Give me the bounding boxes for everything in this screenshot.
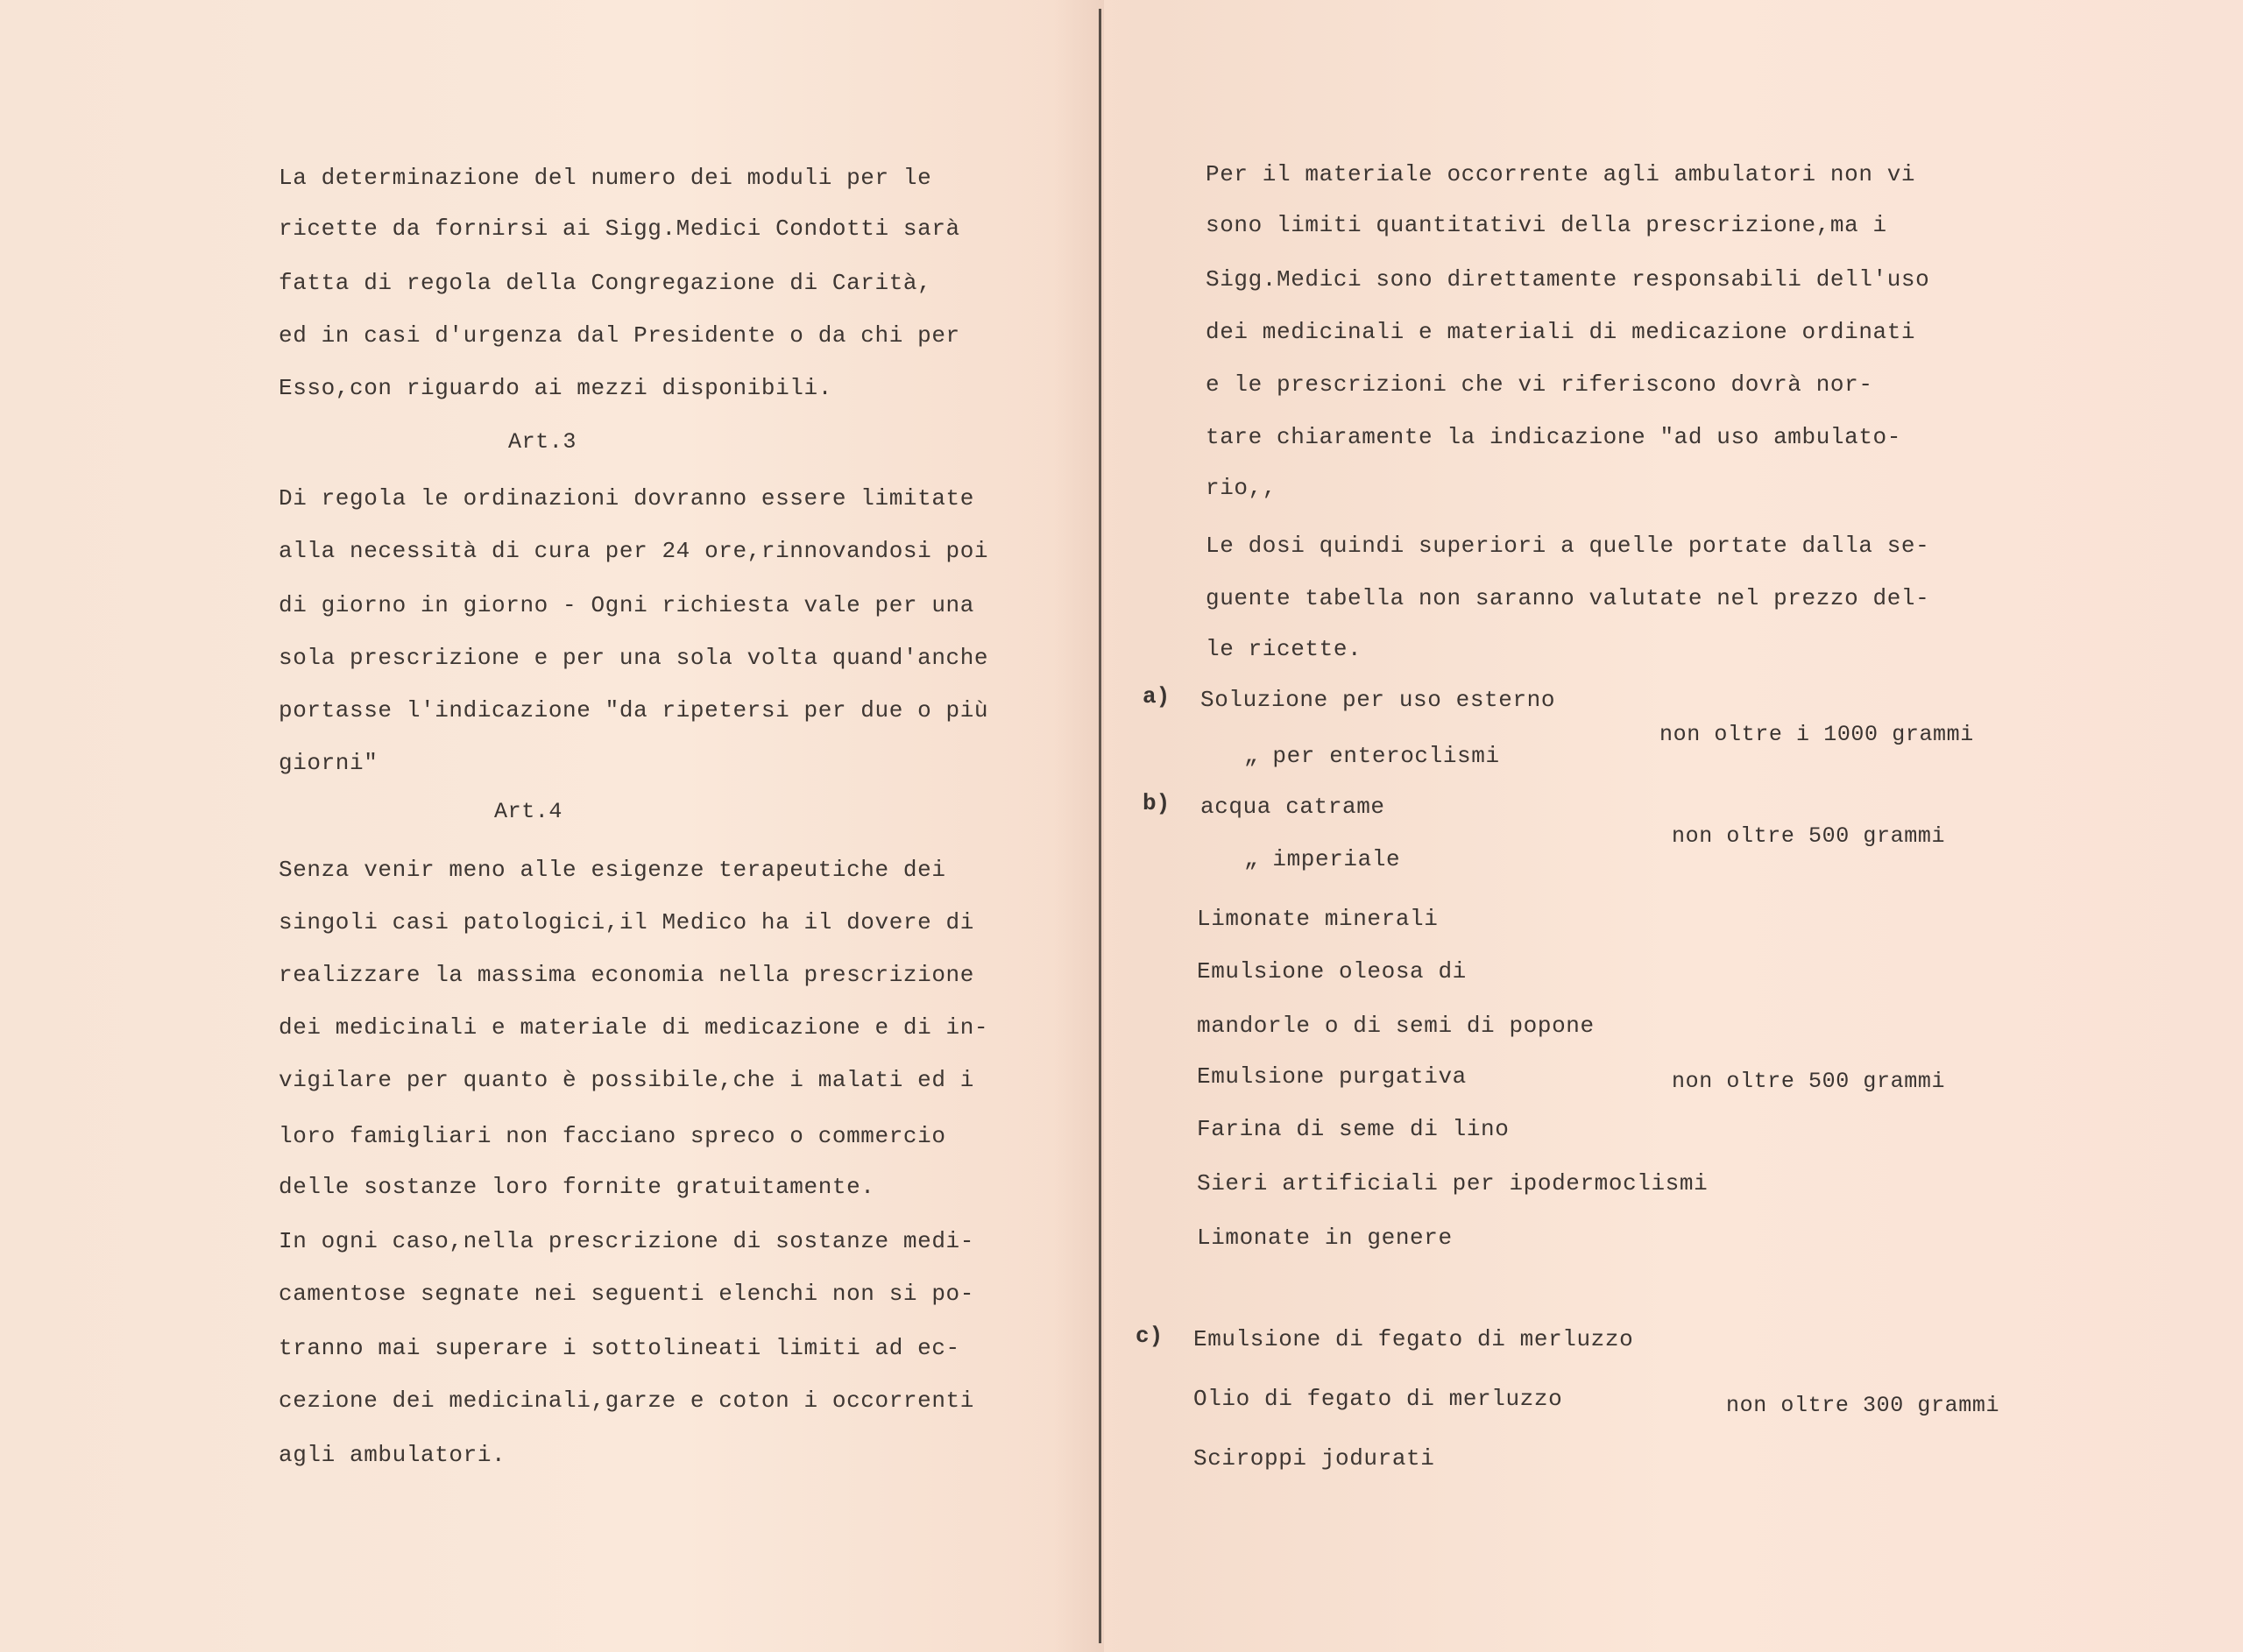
text-line: cezione dei medicinali,garze e coton i occorrenti <box>279 1387 974 1414</box>
text-line: sola prescrizione e per una sola volta quand'anche <box>279 645 989 671</box>
list-item: Sieri artificiali per ipodermoclismi <box>1197 1170 1709 1197</box>
list-item: Limonate in genere <box>1197 1225 1453 1251</box>
text-line: dei medicinali e materiale di medicazione e di in- <box>279 1014 989 1041</box>
text-line: ricette da fornirsi ai Sigg.Medici Condotti sarà <box>279 215 960 242</box>
text-line: Esso,con riguardo ai mezzi disponibili. <box>279 375 832 401</box>
text-line: agli ambulatori. <box>279 1442 506 1468</box>
text-line: Di regola le ordinazioni dovranno essere limitate <box>279 485 974 512</box>
text-line: fatta di regola della Congregazione di Carità, <box>279 270 932 296</box>
text-line: tranno mai superare i sottolineati limiti ad ec- <box>279 1335 960 1361</box>
list-item: Limonate minerali <box>1197 906 1439 932</box>
text-line: tare chiaramente la indicazione "ad uso ambulato- <box>1206 424 1901 450</box>
list-item: Emulsione purgativa <box>1197 1063 1467 1090</box>
text-line: Sigg.Medici sono direttamente responsabili dell'uso <box>1206 266 1930 293</box>
text-line: dei medicinali e materiali di medicazione ordinati <box>1206 319 1916 345</box>
list-item: Soluzione per uso esterno <box>1200 687 1556 713</box>
list-item: „ imperiale <box>1244 846 1401 872</box>
limit-b-2: non oltre 500 grammi <box>1672 1069 1946 1094</box>
limit-b-1: non oltre 500 grammi <box>1672 823 1946 849</box>
text-line: Per il materiale occorrente agli ambulatori non vi <box>1206 161 1916 187</box>
list-item: Emulsione di fegato di merluzzo <box>1193 1326 1634 1352</box>
text-line: delle sostanze loro fornite gratuitamente. <box>279 1174 875 1200</box>
article-4-heading: Art.4 <box>494 799 563 824</box>
list-item: „ per enteroclismi <box>1244 743 1500 769</box>
text-line: In ogni caso,nella prescrizione di sostanze medi- <box>279 1228 974 1254</box>
text-line: singoli casi patologici,il Medico ha il dovere di <box>279 909 974 935</box>
article-3-heading: Art.3 <box>508 429 577 455</box>
text-line: alla necessità di cura per 24 ore,rinnovandosi poi <box>279 538 989 564</box>
list-item: mandorle o di semi di popone <box>1197 1013 1595 1039</box>
text-line: portasse l'indicazione "da ripetersi per due o più <box>279 697 989 724</box>
list-item: Emulsione oleosa di <box>1197 958 1467 985</box>
list-b-marker: b) <box>1143 790 1171 816</box>
text-line: Senza venir meno alle esigenze terapeutiche dei <box>279 857 946 883</box>
list-item: Farina di seme di lino <box>1197 1116 1510 1142</box>
limit-c: non oltre 300 grammi <box>1726 1393 2000 1418</box>
text-line: e le prescrizioni che vi riferiscono dovrà nor- <box>1206 371 1873 398</box>
text-line: Le dosi quindi superiori a quelle portate dalla se- <box>1206 533 1930 559</box>
text-line: rio,, <box>1206 475 1277 501</box>
text-line: guente tabella non saranno valutate nel prezzo del- <box>1206 585 1930 611</box>
page-gutter <box>1099 9 1101 1643</box>
list-item: acqua catrame <box>1200 794 1385 820</box>
text-line: sono limiti quantitativi della prescrizione,ma i <box>1206 212 1887 238</box>
list-a-marker: a) <box>1143 683 1171 710</box>
text-line: di giorno in giorno - Ogni richiesta vale per una <box>279 592 974 618</box>
text-line: camentose segnate nei seguenti elenchi non si po- <box>279 1281 974 1307</box>
text-line: ed in casi d'urgenza dal Presidente o da chi per <box>279 322 960 349</box>
text-line: realizzare la massima economia nella prescrizione <box>279 962 974 988</box>
text-line: giorni" <box>279 750 379 776</box>
text-line: La determinazione del numero dei moduli per le <box>279 165 932 191</box>
text-line: loro famigliari non facciano spreco o commercio <box>279 1123 946 1149</box>
list-item: Olio di fegato di merluzzo <box>1193 1386 1563 1412</box>
text-line: le ricette. <box>1206 636 1362 662</box>
list-c-marker: c) <box>1136 1323 1164 1349</box>
text-line: vigilare per quanto è possibile,che i malati ed i <box>279 1067 974 1093</box>
page-gutter-shadow <box>1051 0 1104 1652</box>
limit-a: non oltre i 1000 grammi <box>1659 722 1974 747</box>
list-item: Sciroppi jodurati <box>1193 1445 1435 1472</box>
